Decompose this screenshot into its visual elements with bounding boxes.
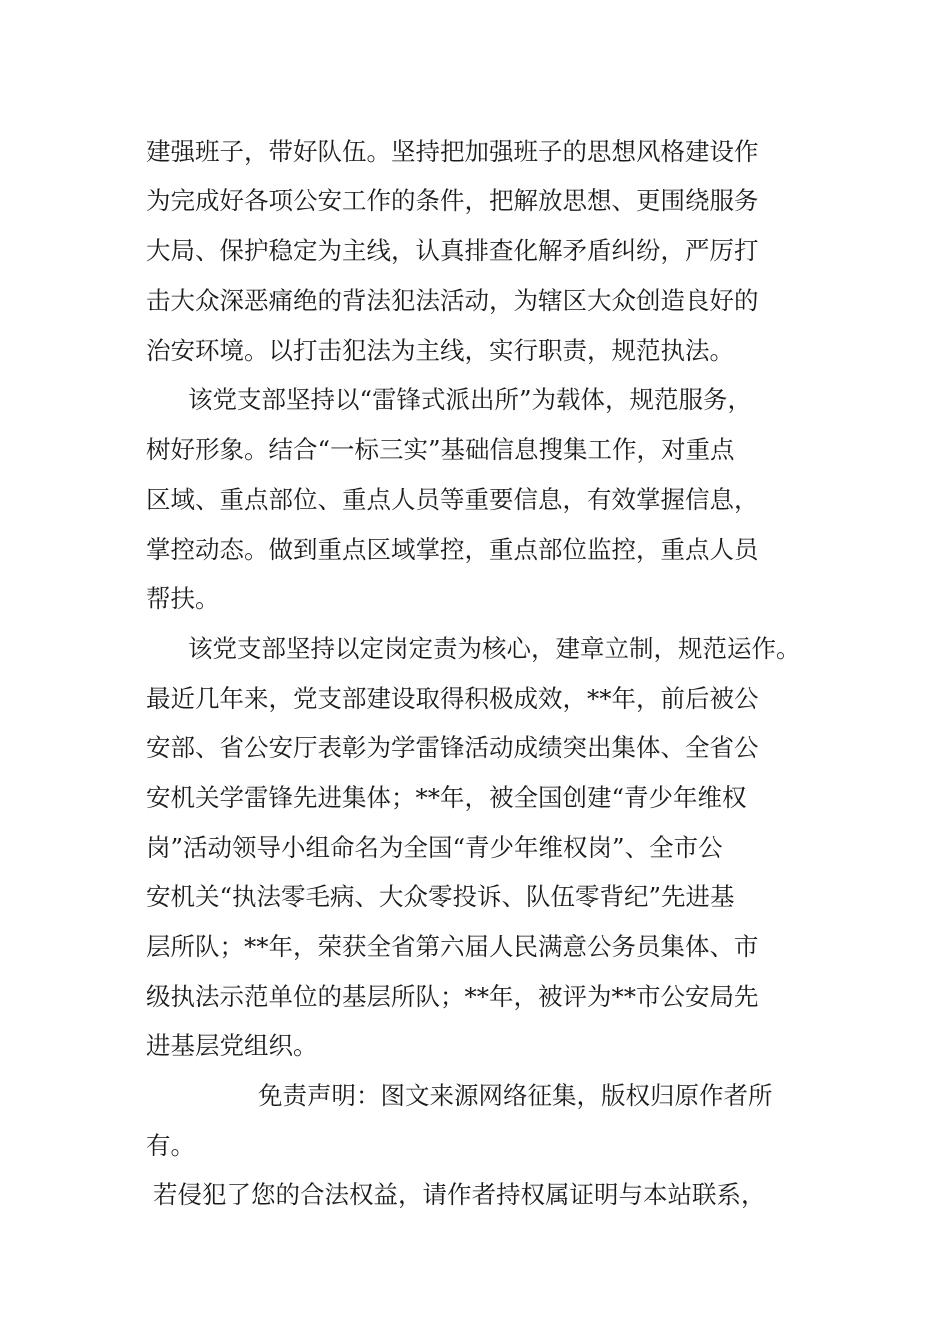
text-line: 建强班子，带好队伍。坚持把加强班子的思想风格建设作 xyxy=(146,137,759,166)
text-line: 治安环境。以打击犯法为主线，实行职责，规范执法。 xyxy=(146,336,734,365)
text-line: 岗”活动领导小组命名为全国“青少年维权岗”、全市公 xyxy=(146,833,723,862)
disclaimer-line: 有。 xyxy=(146,1131,195,1160)
paragraph-start-line: 该党支部坚持以“雷锋式派出所”为载体，规范服务， xyxy=(188,385,753,414)
text-line: 进基层党组织。 xyxy=(146,1031,318,1060)
text-line: 大局、保护稳定为主线，认真排查化解矛盾纠纷，严厉打 xyxy=(146,236,759,265)
paragraph-start-line: 该党支部坚持以定岗定责为核心，建章立制，规范运作。 xyxy=(188,634,801,663)
text-line: 安机关学雷锋先进集体；**年，被全国创建“青少年维权 xyxy=(146,783,747,812)
text-line: 级执法示范单位的基层所队；**年，被评为**市公安局先 xyxy=(146,982,759,1011)
text-line: 帮扶。 xyxy=(146,584,220,613)
text-line: 区域、重点部位、重点人员等重要信息，有效掌握信息， xyxy=(146,485,759,514)
disclaimer-line: 若侵犯了您的合法权益，请作者持权属证明与本站联系， xyxy=(153,1180,766,1209)
text-line: 为完成好各项公安工作的条件，把解放思想、更围绕服务 xyxy=(146,186,759,215)
text-line: 安机关“执法零毛病、大众零投诉、队伍零背纪”先进基 xyxy=(146,882,735,911)
text-line: 安部、省公安厅表彰为学雷锋活动成绩突出集体、全省公 xyxy=(146,733,759,762)
text-line: 最近几年来，党支部建设取得积极成效，**年，前后被公 xyxy=(146,684,759,713)
disclaimer-line: 免责声明：图文来源网络征集，版权归原作者所 xyxy=(258,1081,773,1110)
text-line: 击大众深恶痛绝的背法犯法活动，为辖区大众创造良好的 xyxy=(146,286,759,315)
text-line: 层所队；**年，荣获全省第六届人民满意公务员集体、市 xyxy=(146,932,759,961)
text-line: 树好形象。结合“一标三实”基础信息搜集工作，对重点 xyxy=(146,435,735,464)
text-line: 掌控动态。做到重点区域掌控，重点部位监控，重点人员 xyxy=(146,535,759,564)
